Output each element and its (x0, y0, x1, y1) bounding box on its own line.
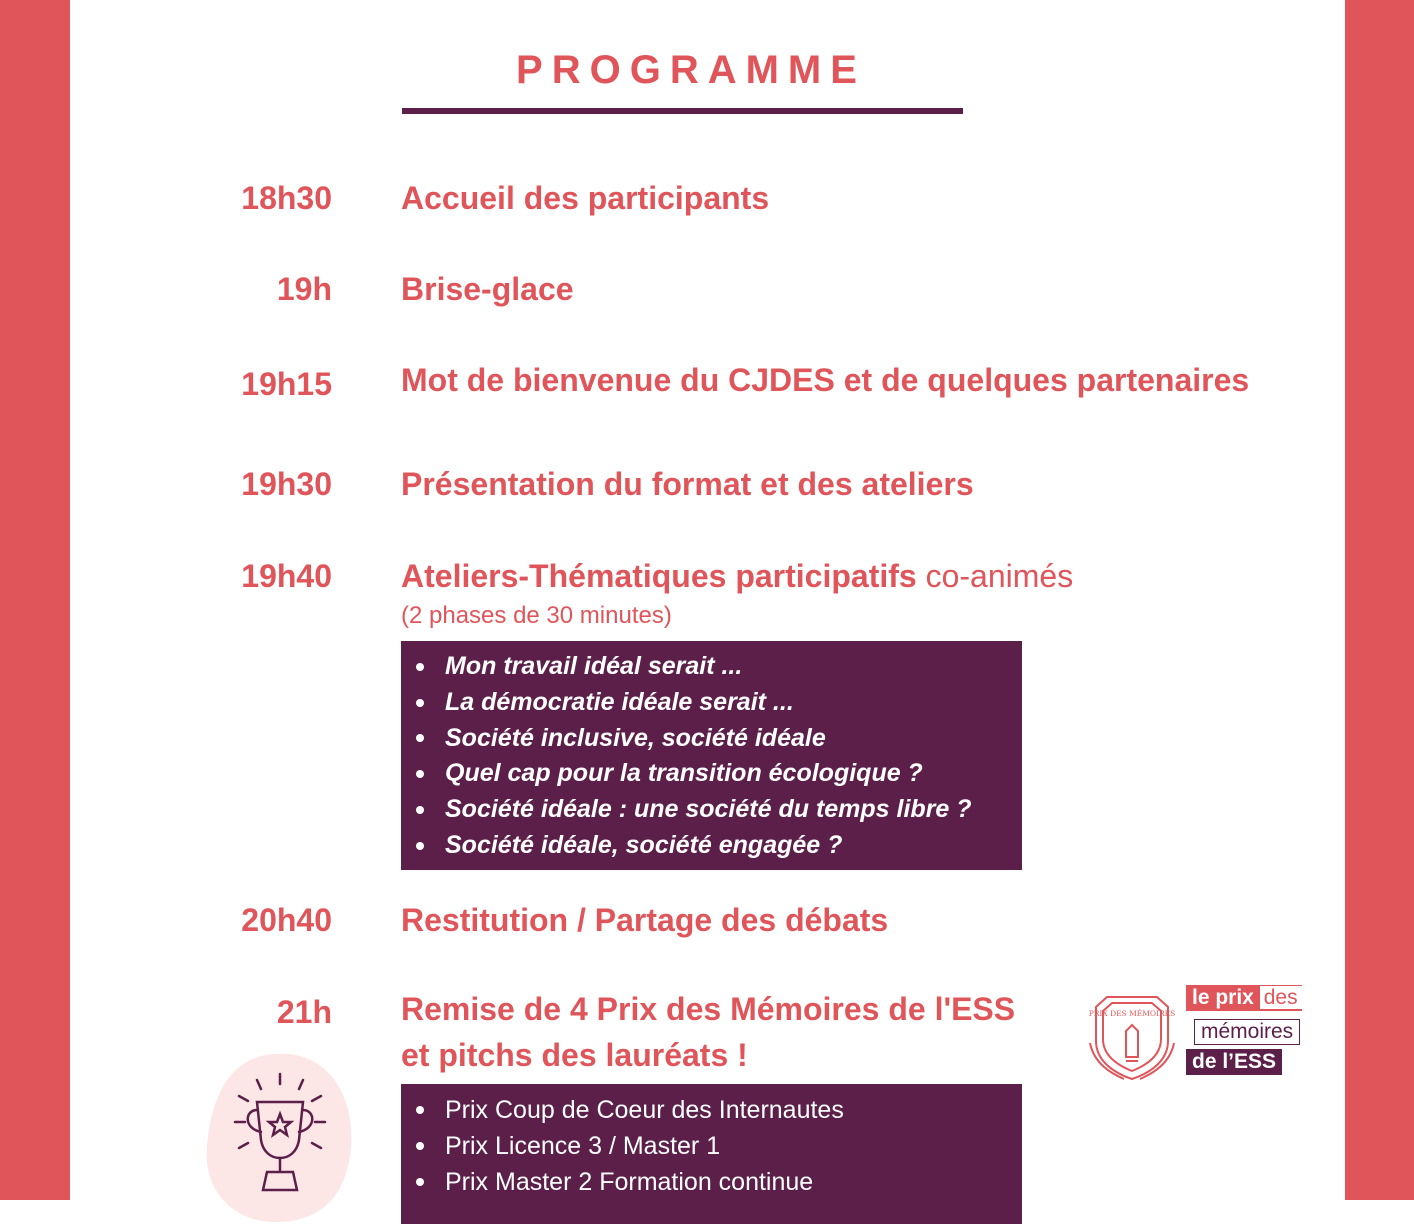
time-21h: 21h (276, 994, 332, 1030)
left-border (0, 0, 70, 1200)
workshop-item: Société idéale : une société du temps libre ? (401, 792, 1022, 828)
workshop-item: La démocratie idéale serait ... (401, 685, 1022, 721)
logo-line-3: de l’ESS (1186, 1049, 1282, 1075)
prizes-box (401, 1084, 1022, 1224)
trophy-icon (205, 1052, 355, 1222)
time-2040: 20h40 (241, 902, 332, 938)
item-accueil: Accueil des participants (401, 180, 770, 216)
item-ateliers-label: Ateliers-Thématiques participatifs (401, 558, 917, 594)
time-1940: 19h40 (241, 558, 332, 594)
workshop-item: Société idéale, société engagée ? (401, 828, 1022, 864)
time-1830: 18h30 (241, 180, 332, 216)
right-border (1345, 0, 1414, 1200)
logo-line-2: mémoires (1194, 1019, 1300, 1045)
item-presentation: Présentation du format et des ateliers (401, 466, 974, 502)
workshop-item: Quel cap pour la transition écologique ? (401, 756, 1022, 792)
time-19h: 19h (276, 271, 332, 307)
page-title: PROGRAMME (516, 48, 866, 92)
item-pitchs: et pitchs des lauréats ! (401, 1037, 748, 1073)
workshops-list (401, 649, 1022, 864)
item-ateliers-suffix: co-animés (916, 558, 1074, 594)
workshops-box (401, 641, 1022, 870)
logo-line-1-bold: le prix (1192, 986, 1254, 1009)
prize-item: Prix Coup de Coeur des Internautes (401, 1092, 1022, 1128)
seal-logo (1082, 983, 1182, 1083)
item-brise-glace: Brise-glace (401, 271, 574, 307)
time-1915: 19h15 (241, 366, 332, 402)
item-ateliers (401, 558, 1073, 595)
item-bienvenue: Mot de bienvenue du CJDES et de quelques partenaires (401, 362, 1250, 398)
logo-line-1-rest: des (1260, 986, 1302, 1009)
workshop-item: Mon travail idéal serait ... (401, 649, 1022, 685)
ateliers-duration: (2 phases de 30 minutes) (401, 602, 672, 629)
title-underline (402, 108, 963, 114)
item-remise-prix: Remise de 4 Prix des Mémoires de l'ESS (401, 991, 1016, 1027)
seal-text: PRIX DES MÉMOIRES (1088, 1009, 1176, 1018)
prize-item: Prix Master 2 Formation continue (401, 1164, 1022, 1200)
prize-item: Prix Licence 3 / Master 1 (401, 1128, 1022, 1164)
prizes-list (401, 1092, 1022, 1200)
logo-line-1 (1186, 985, 1302, 1011)
workshop-item: Société inclusive, société idéale (401, 721, 1022, 757)
item-restitution: Restitution / Partage des débats (401, 902, 889, 938)
time-1930: 19h30 (241, 466, 332, 502)
prix-memoires-logo (1186, 985, 1316, 1085)
